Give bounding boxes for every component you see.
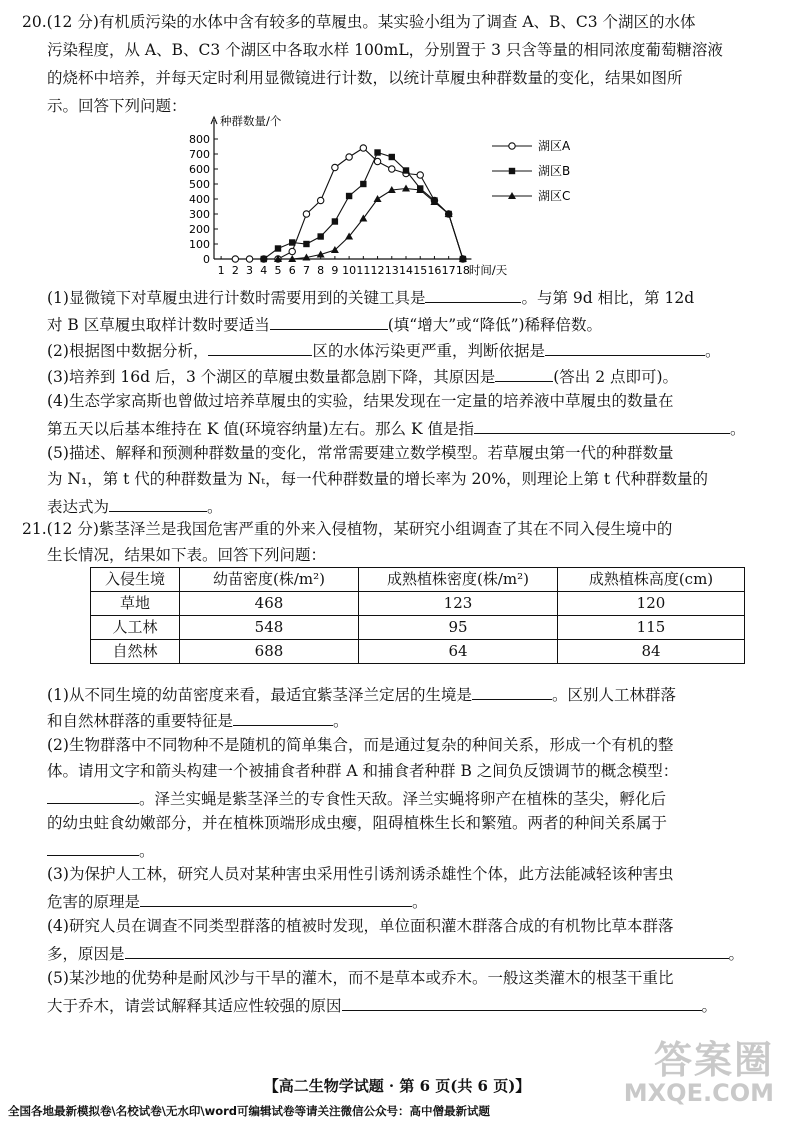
table-cell: 人工林 bbox=[91, 616, 180, 640]
q20-line-1: 20.(12 分)有机质污染的水体中含有较多的草履虫。某实验小组为了调查 A、B、C3 个湖区的水体 bbox=[22, 13, 696, 31]
q20-sub1-text-a: (1)显微镜下对草履虫进行计数时需要用到的关键工具是 bbox=[47, 289, 426, 307]
y-tick-label: 700 bbox=[189, 148, 210, 161]
table-row bbox=[91, 592, 745, 616]
data-point bbox=[389, 154, 395, 160]
q21-sub4-text-b: 多，原因是 bbox=[47, 945, 125, 963]
q20-sub5-text-c: 表达式为 bbox=[47, 498, 110, 516]
watermark-logo: 答案圈 bbox=[653, 1038, 774, 1082]
q21-sub1-text-a: (1)从不同生境的幼苗密度来看，最适宜紫茎泽兰定居的生境是 bbox=[47, 686, 472, 704]
table-header-cell: 成熟植株高度(cm) bbox=[558, 568, 745, 592]
q20-sub1-text-c: 对 B 区草履虫取样计数时要适当 bbox=[47, 316, 270, 334]
data-point bbox=[417, 172, 423, 178]
q20-line-4: 示。回答下列问题： bbox=[47, 97, 187, 115]
x-tick-label: 3 bbox=[246, 264, 254, 277]
q21-sub1-line1 bbox=[47, 683, 676, 705]
data-point bbox=[403, 167, 409, 173]
data-point bbox=[232, 256, 238, 262]
data-point bbox=[374, 195, 382, 202]
q20-sub5-line2: 为 N₁，第 t 代的种群数量为 Nₜ，每一代种群数量的增长率为 20%，则理论上第 t 代种群数量的 bbox=[47, 470, 709, 488]
q20-sub1-line1 bbox=[47, 286, 694, 308]
answer-blank[interactable] bbox=[270, 313, 388, 330]
answer-blank[interactable] bbox=[425, 286, 521, 303]
legend-label: 湖区C bbox=[538, 189, 571, 203]
table-header-row bbox=[91, 568, 745, 592]
q21-sub2-text-e: 。 bbox=[139, 842, 155, 860]
data-point bbox=[332, 218, 338, 224]
q20-sub2-text-a: (2)根据图中数据分析， bbox=[47, 342, 209, 360]
data-point bbox=[332, 164, 338, 170]
legend-label: 湖区B bbox=[538, 164, 571, 178]
answer-blank[interactable] bbox=[472, 683, 552, 700]
table-cell: 120 bbox=[558, 592, 745, 616]
q21-sub3-line1: (3)为保护人工林，研究人员对某种害虫采用性引诱剂诱杀雄性个体，此方法能减轻该种害虫 bbox=[47, 865, 674, 883]
q21-sub2-text-c: 。泽兰实蝇是紫茎泽兰的专食性天敌。泽兰实蝇将卵产在植株的茎尖，孵化后 bbox=[139, 790, 667, 808]
table-cell: 95 bbox=[359, 616, 558, 640]
data-point bbox=[317, 197, 323, 203]
q21-sub5-text-c: 。 bbox=[701, 997, 718, 1015]
data-point bbox=[346, 154, 352, 160]
data-point bbox=[374, 158, 380, 164]
x-tick-label: 15 bbox=[413, 264, 428, 277]
y-tick-label: 400 bbox=[189, 193, 210, 206]
y-tick-label: 200 bbox=[189, 223, 210, 236]
data-point bbox=[275, 245, 281, 251]
data-point bbox=[289, 248, 295, 254]
answer-blank[interactable] bbox=[47, 839, 139, 856]
q20-sub5-line3 bbox=[47, 495, 223, 517]
table-cell: 草地 bbox=[91, 592, 180, 616]
q20-sub4-line2 bbox=[47, 417, 745, 439]
page-footer-title: 【高二生物学试题 · 第 6 页(共 6 页)】 bbox=[263, 1077, 531, 1095]
q21-sub1-text-c: 和自然林群落的重要特征是 bbox=[47, 712, 234, 730]
y-axis-label: 种群数量/个 bbox=[220, 114, 282, 128]
data-point bbox=[317, 233, 323, 239]
x-axis-label: 时间/天 bbox=[468, 263, 508, 277]
table-row bbox=[91, 616, 745, 640]
population-line-chart bbox=[180, 112, 600, 280]
q21-sub5-line2 bbox=[47, 994, 717, 1016]
x-tick-label: 10 bbox=[342, 264, 357, 277]
data-point bbox=[303, 211, 309, 217]
table-cell: 468 bbox=[180, 592, 359, 616]
answer-blank[interactable] bbox=[109, 495, 207, 512]
q21-sub3-text-b: 危害的原理是 bbox=[47, 893, 141, 911]
data-point bbox=[303, 241, 309, 247]
data-point bbox=[246, 256, 252, 262]
q20-sub2-text-b: 区的水体污染更严重，判断依据是 bbox=[312, 342, 545, 360]
site-watermark bbox=[624, 1040, 774, 1106]
watermark-site: MXQE.COM bbox=[623, 1079, 774, 1107]
q20-sub3 bbox=[47, 365, 678, 387]
q20-sub4-line1: (4)生态学家高斯也曾做过培养草履虫的实验，结果发现在一定量的培养液中草履虫的数量在 bbox=[47, 392, 674, 410]
x-tick-label: 9 bbox=[331, 264, 339, 277]
table-cell: 688 bbox=[180, 640, 359, 664]
data-point bbox=[402, 185, 410, 192]
x-tick-label: 1 bbox=[217, 264, 225, 277]
q21-line-1: 21.(12 分)紫茎泽兰是我国危害严重的外来入侵植物，某研究小组调查了其在不同入侵生境中的 bbox=[22, 520, 673, 538]
data-point bbox=[346, 193, 352, 199]
q21-sub2-line4: 的幼虫蛀食幼嫩部分，并在植株顶端形成虫瘿，阻碍植株生长和繁殖。两者的种间关系属于 bbox=[47, 814, 668, 832]
x-tick-label: 17 bbox=[441, 264, 456, 277]
y-tick-label: 300 bbox=[189, 208, 210, 221]
data-point bbox=[389, 166, 395, 172]
x-tick-label: 18 bbox=[455, 264, 470, 277]
table-header-cell: 入侵生境 bbox=[91, 568, 180, 592]
y-tick-label: 0 bbox=[203, 253, 210, 266]
data-point bbox=[261, 256, 267, 262]
answer-blank[interactable] bbox=[125, 942, 729, 959]
table-header-cell: 幼苗密度(株/m²) bbox=[180, 568, 359, 592]
x-tick-label: 7 bbox=[302, 264, 310, 277]
answer-blank[interactable] bbox=[495, 365, 553, 382]
y-tick-label: 800 bbox=[189, 133, 210, 146]
table-header-cell: 成熟植株密度(株/m²) bbox=[359, 568, 558, 592]
answer-blank[interactable] bbox=[233, 709, 333, 726]
q20-sub5-text-d: 。 bbox=[207, 498, 223, 516]
q21-sub5-line1: (5)某沙地的优势种是耐风沙与干旱的灌木，而不是草本或乔木。一般这类灌木的根茎干重比 bbox=[47, 969, 674, 987]
q21-line-2: 生长情况，结果如下表。回答下列问题： bbox=[47, 546, 327, 564]
answer-blank[interactable] bbox=[545, 339, 705, 356]
q21-sub2-line5 bbox=[47, 839, 155, 861]
q20-sub4-text-c: 。 bbox=[729, 420, 746, 438]
table-row bbox=[91, 640, 745, 664]
q21-sub4-line2 bbox=[47, 942, 744, 964]
q21-sub4-text-c: 。 bbox=[728, 945, 745, 963]
x-tick-label: 12 bbox=[370, 264, 385, 277]
answer-blank[interactable] bbox=[47, 787, 139, 804]
x-tick-label: 11 bbox=[356, 264, 371, 277]
x-tick-label: 2 bbox=[231, 264, 239, 277]
q20-line-3: 的烧杯中培养，并每天定时利用显微镜进行计数，以统计草履虫种群数量的变化，结果如图所 bbox=[47, 69, 683, 87]
q20-sub1-text-b: 。与第 9d 相比，第 12d bbox=[521, 289, 695, 307]
q21-sub3-line2 bbox=[47, 890, 428, 912]
q20-sub5-line1: (5)描述、解释和预测种群数量的变化，常常需要建立数学模型。若草履虫第一代的种群数量 bbox=[47, 444, 674, 462]
table-cell: 123 bbox=[359, 592, 558, 616]
data-point bbox=[360, 145, 366, 151]
q21-sub4-line1: (4)研究人员在调查不同类型群落的植被时发现，单位面积灌木群落合成的有机物比草本群落 bbox=[47, 917, 674, 935]
answer-blank[interactable] bbox=[140, 890, 412, 907]
q21-sub5-text-b: 大于乔木，请尝试解释其适应性较强的原因 bbox=[47, 997, 342, 1015]
data-point bbox=[289, 239, 295, 245]
q20-sub2 bbox=[47, 339, 721, 361]
legend-marker bbox=[509, 168, 515, 174]
answer-blank[interactable] bbox=[208, 339, 312, 356]
x-tick-label: 14 bbox=[399, 264, 413, 277]
q20-sub2-text-c: 。 bbox=[704, 342, 721, 360]
q21-sub2-line1: (2)生物群落中不同物种不是随机的简单集合，而是通过复杂的种间关系，形成一个有机的整 bbox=[47, 736, 674, 754]
legend-label: 湖区A bbox=[538, 139, 571, 153]
q20-sub1-text-d: (填“增大”或“降低”)稀释倍数。 bbox=[387, 316, 603, 334]
x-tick-label: 5 bbox=[274, 264, 282, 277]
legend-marker bbox=[509, 143, 515, 149]
x-tick-label: 16 bbox=[427, 264, 442, 277]
q20-line-2: 污染程度，从 A、B、C3 个湖区中各取水样 100mL，分别置于 3 只含等量的相同浓度葡萄糖溶液 bbox=[47, 41, 723, 59]
y-tick-label: 500 bbox=[189, 178, 210, 191]
y-tick-label: 100 bbox=[189, 238, 210, 251]
answer-blank[interactable] bbox=[342, 994, 702, 1011]
data-point bbox=[374, 149, 380, 155]
q21-sub1-text-b: 。区别人工林群落 bbox=[551, 686, 676, 704]
table-cell: 548 bbox=[180, 616, 359, 640]
table-cell: 自然林 bbox=[91, 640, 180, 664]
x-tick-label: 6 bbox=[288, 264, 296, 277]
x-tick-label: 4 bbox=[260, 264, 268, 277]
q20-sub1-line2 bbox=[47, 313, 602, 335]
q21-sub1-text-d: 。 bbox=[333, 712, 349, 730]
y-tick-label: 600 bbox=[189, 163, 210, 176]
q20-sub3-text-a: (3)培养到 16d 后，3 个湖区的草履虫数量都急剧下降，其原因是 bbox=[47, 368, 496, 386]
series-line-1 bbox=[235, 148, 463, 259]
table-cell: 115 bbox=[558, 616, 745, 640]
answer-blank[interactable] bbox=[474, 417, 730, 434]
q21-sub3-text-c: 。 bbox=[412, 893, 428, 911]
table-cell: 84 bbox=[558, 640, 745, 664]
footer-note: 全国各地最新模拟卷\名校试卷\无水印\word可编辑试卷等请关注微信公众号：高中僧最新试题 bbox=[8, 1104, 491, 1118]
invasion-habitat-table bbox=[90, 567, 745, 664]
q21-sub2-line2: 体。请用文字和箭头构建一个被捕食者种群 A 和捕食者种群 B 之间负反馈调节的概念模型： bbox=[47, 762, 679, 780]
table-cell: 64 bbox=[359, 640, 558, 664]
x-tick-label: 13 bbox=[384, 264, 399, 277]
q20-sub4-text-b: 第五天以后基本维持在 K 值(环境容纳量)左右。那么 K 值是指 bbox=[47, 420, 474, 438]
data-point bbox=[360, 181, 366, 187]
q21-sub1-line2 bbox=[47, 709, 349, 731]
x-tick-label: 8 bbox=[317, 264, 325, 277]
q21-sub2-line3 bbox=[47, 787, 666, 809]
q20-sub3-text-b: (答出 2 点即可)。 bbox=[553, 368, 679, 386]
